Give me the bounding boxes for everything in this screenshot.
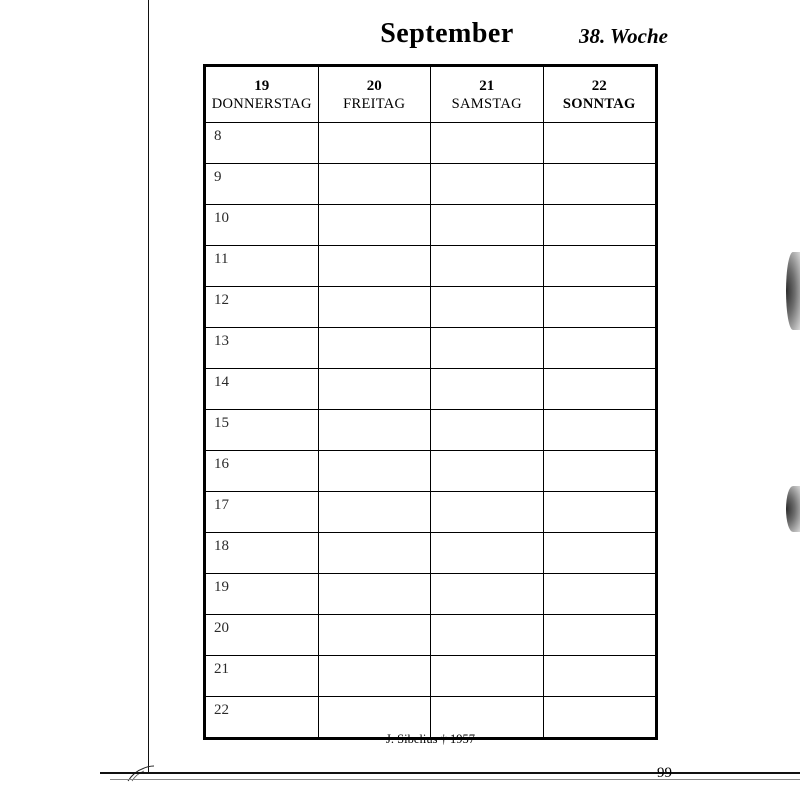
time-slot-cell[interactable] [543, 123, 656, 164]
time-slot-cell[interactable] [431, 615, 544, 656]
time-slot-cell[interactable] [318, 656, 431, 697]
table-row [206, 574, 656, 615]
time-slot-cell[interactable] [318, 205, 431, 246]
time-slot-cell[interactable] [318, 451, 431, 492]
time-slot-cell[interactable] [431, 246, 544, 287]
table-row [206, 164, 656, 205]
time-slot-cell[interactable] [543, 574, 656, 615]
hour-label-15: 15 [214, 415, 229, 431]
week-number-label: 38. Woche [578, 24, 668, 48]
time-slot-cell[interactable] [431, 574, 544, 615]
time-slot-cell[interactable] [543, 533, 656, 574]
time-slot-cell[interactable] [431, 492, 544, 533]
time-slot-cell[interactable] [543, 287, 656, 328]
day-number-2: 21 [479, 77, 495, 94]
table-row [206, 656, 656, 697]
table-row [206, 328, 656, 369]
table-row [206, 246, 656, 287]
time-slot-cell[interactable] [431, 164, 544, 205]
time-slot-cell[interactable] [543, 205, 656, 246]
time-slot-cell[interactable] [318, 533, 431, 574]
table-row [206, 287, 656, 328]
time-slot-cell[interactable] [431, 287, 544, 328]
time-slot-cell[interactable] [206, 656, 319, 697]
time-slot-cell[interactable] [206, 492, 319, 533]
page-thumb-notch-upper [786, 252, 800, 330]
time-slot-cell[interactable] [543, 615, 656, 656]
day-column-header-2 [431, 67, 544, 123]
time-slot-cell[interactable] [206, 410, 319, 451]
hour-label-16: 16 [214, 456, 229, 472]
time-slot-cell[interactable] [206, 451, 319, 492]
table-row [206, 369, 656, 410]
weekday-name-0: DONNERSTAG [211, 95, 312, 112]
time-slot-cell[interactable] [431, 451, 544, 492]
table-row [206, 410, 656, 451]
hour-label-22: 22 [214, 702, 229, 718]
time-slot-cell[interactable] [206, 369, 319, 410]
time-slot-cell[interactable] [318, 492, 431, 533]
time-slot-cell[interactable] [318, 287, 431, 328]
time-slot-cell[interactable] [318, 369, 431, 410]
calendar-body [206, 123, 656, 738]
table-row [206, 205, 656, 246]
time-slot-cell[interactable] [431, 533, 544, 574]
time-slot-cell[interactable] [206, 164, 319, 205]
table-row [206, 123, 656, 164]
time-slot-cell[interactable] [543, 369, 656, 410]
time-slot-cell[interactable] [206, 615, 319, 656]
time-slot-cell[interactable] [318, 574, 431, 615]
time-slot-cell[interactable] [206, 287, 319, 328]
hour-label-21: 21 [214, 661, 229, 677]
time-slot-cell[interactable] [543, 451, 656, 492]
day-number-3: 22 [591, 77, 607, 94]
time-slot-cell[interactable] [206, 205, 319, 246]
month-title: September [380, 18, 514, 49]
time-slot-cell[interactable] [431, 123, 544, 164]
table-row [206, 615, 656, 656]
day-number-1: 20 [366, 77, 382, 94]
time-slot-cell[interactable] [543, 410, 656, 451]
time-slot-cell[interactable] [206, 574, 319, 615]
page-bottom-edge [100, 772, 800, 774]
page-spine-line [148, 0, 149, 772]
time-slot-cell[interactable] [543, 492, 656, 533]
calendar-table [205, 66, 656, 738]
hour-label-18: 18 [214, 538, 229, 554]
hour-label-17: 17 [214, 497, 229, 513]
time-slot-cell[interactable] [206, 533, 319, 574]
weekly-planner-grid [203, 64, 658, 740]
time-slot-cell[interactable] [431, 205, 544, 246]
time-slot-cell[interactable] [318, 164, 431, 205]
page-header [200, 18, 668, 58]
time-slot-cell[interactable] [318, 615, 431, 656]
time-slot-cell[interactable] [543, 246, 656, 287]
hour-label-11: 11 [214, 251, 229, 267]
day-number-0: 19 [254, 77, 270, 94]
time-slot-cell[interactable] [431, 656, 544, 697]
page-number: 99 [657, 765, 672, 781]
time-slot-cell[interactable] [206, 328, 319, 369]
hour-label-13: 13 [214, 333, 229, 349]
time-slot-cell[interactable] [318, 328, 431, 369]
hour-label-9: 9 [214, 169, 222, 185]
time-slot-cell[interactable] [431, 369, 544, 410]
day-column-header-1 [318, 67, 431, 123]
weekday-name-2: SAMSTAG [451, 95, 522, 112]
time-slot-cell[interactable] [431, 410, 544, 451]
weekday-name-3: SONNTAG [562, 95, 636, 112]
time-slot-cell[interactable] [206, 123, 319, 164]
hour-label-19: 19 [214, 579, 229, 595]
hour-label-8: 8 [214, 128, 222, 144]
hour-label-10: 10 [214, 210, 229, 226]
time-slot-cell[interactable] [318, 246, 431, 287]
time-slot-cell[interactable] [543, 164, 656, 205]
day-column-header-3 [543, 67, 656, 123]
day-column-header-0 [206, 67, 319, 123]
time-slot-cell[interactable] [206, 246, 319, 287]
table-header-row [206, 67, 656, 123]
page-thumb-notch-lower [786, 486, 800, 532]
time-slot-cell[interactable] [318, 123, 431, 164]
hour-label-12: 12 [214, 292, 229, 308]
page-bottom-edge-secondary [110, 779, 800, 780]
time-slot-cell[interactable] [318, 410, 431, 451]
time-slot-cell[interactable] [431, 328, 544, 369]
hour-label-14: 14 [214, 374, 229, 390]
anniversary-footnote: J. Sibelius † 1957 [386, 732, 475, 746]
table-row [206, 492, 656, 533]
weekday-name-1: FREITAG [343, 95, 406, 112]
table-row [206, 451, 656, 492]
time-slot-cell[interactable] [543, 328, 656, 369]
table-row [206, 533, 656, 574]
hour-label-20: 20 [214, 620, 229, 636]
time-slot-cell[interactable] [543, 656, 656, 697]
